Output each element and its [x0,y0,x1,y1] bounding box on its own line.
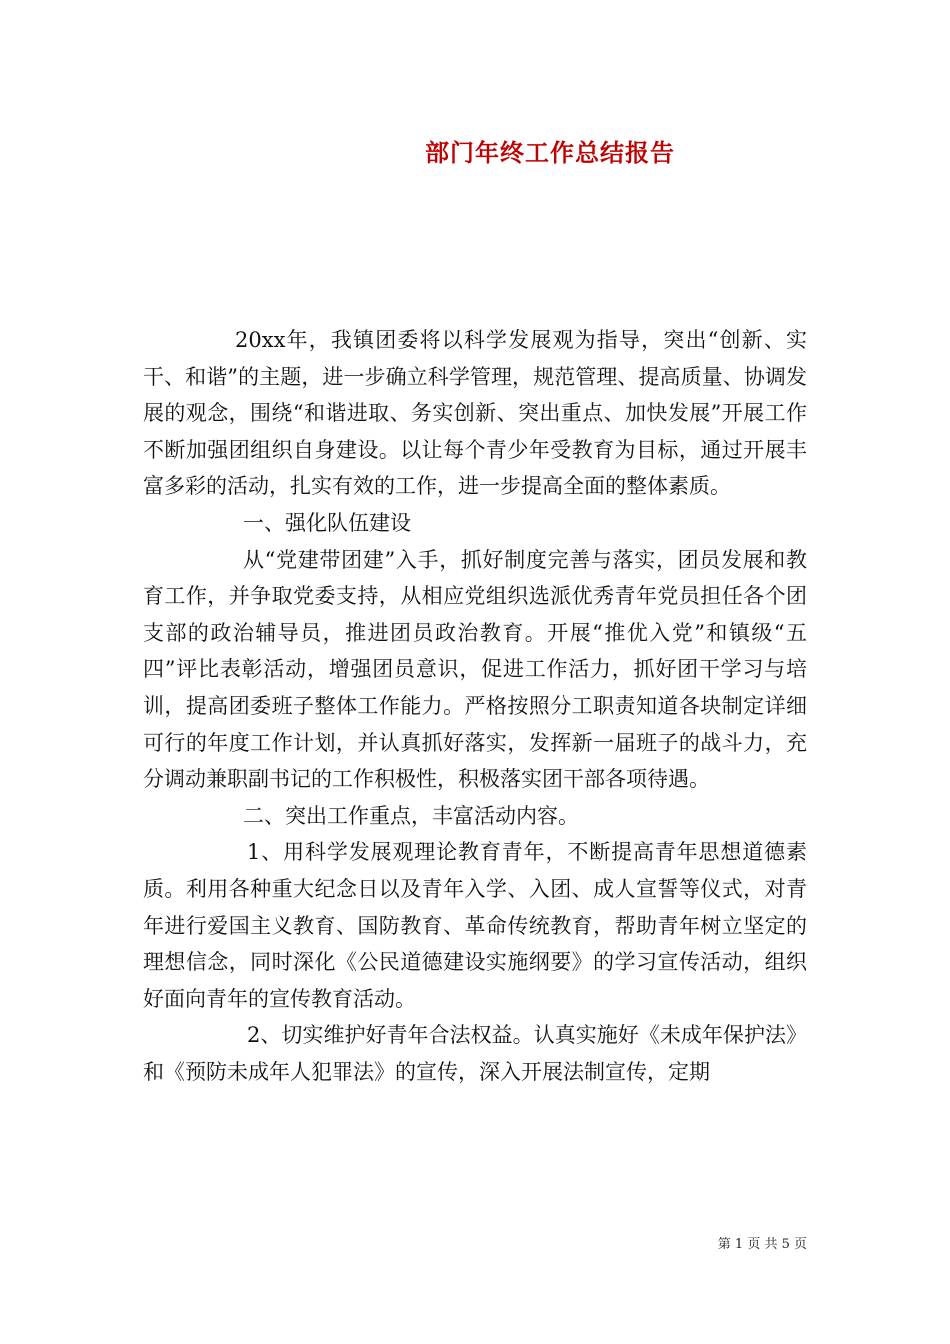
paragraph-item-1: 1、用科学发展观理论教育青年，不断提高青年思想道德素质。利用各种重大纪念日以及青年入学、入团、成人宣誓等仪式，对青年进行爱国主义教育、国防教育、革命传统教育，帮助青年树立坚定的理想信念，同时深化《公民道德建设实施纲要》的学习宣传活动，组织好面向青年的宣传教育活动。 [143,840,807,1011]
section-heading-1: 一、强化队伍建设 [243,510,411,535]
paragraph-team-building: 从“党建带团建”入手，抓好制度完善与落实，团员发展和教育工作，并争取党委支持，从相应党组织选派优秀青年党员担任各个团支部的政治辅导员，推进团员政治教育。开展“推优入党”和镇级“五四”评比表彰活动，增强团员意识，促进工作活力，抓好团干学习与培训，提高团委班子整体工作能力。严格按照分工职责知道各块制定详细可行的年度工作计划，并认真抓好落实，发挥新一届班子的战斗力，充分调动兼职副书记的工作积极性，积极落实团干部各项待遇。 [143,547,807,792]
paragraph-item-2: 2、切实维护好青年合法权益。认真实施好《未成年保护法》和《预防未成年人犯罪法》的宣传，深入开展法制宣传，定期 [143,1023,807,1084]
paragraph-intro: 20xx年，我镇团委将以科学发展观为指导，突出“创新、实干、和谐”的主题，进一步确立科学管理，规范管理、提高质量、协调发展的观念，围绕“和谐进取、务实创新、突出重点、加快发展”开展工作不断加强团组织自身建设。以让每个青少年受教育为目标，通过开展丰富多彩的活动，扎实有效的工作，进一步提高全面的整体素质。 [143,328,807,499]
page-number-footer: 第 1 页 共 5 页 [717,1237,807,1252]
document-title: 部门年终工作总结报告 [425,138,675,167]
section-heading-2: 二、突出工作重点，丰富活动内容。 [243,803,579,828]
document-body [143,322,807,1090]
